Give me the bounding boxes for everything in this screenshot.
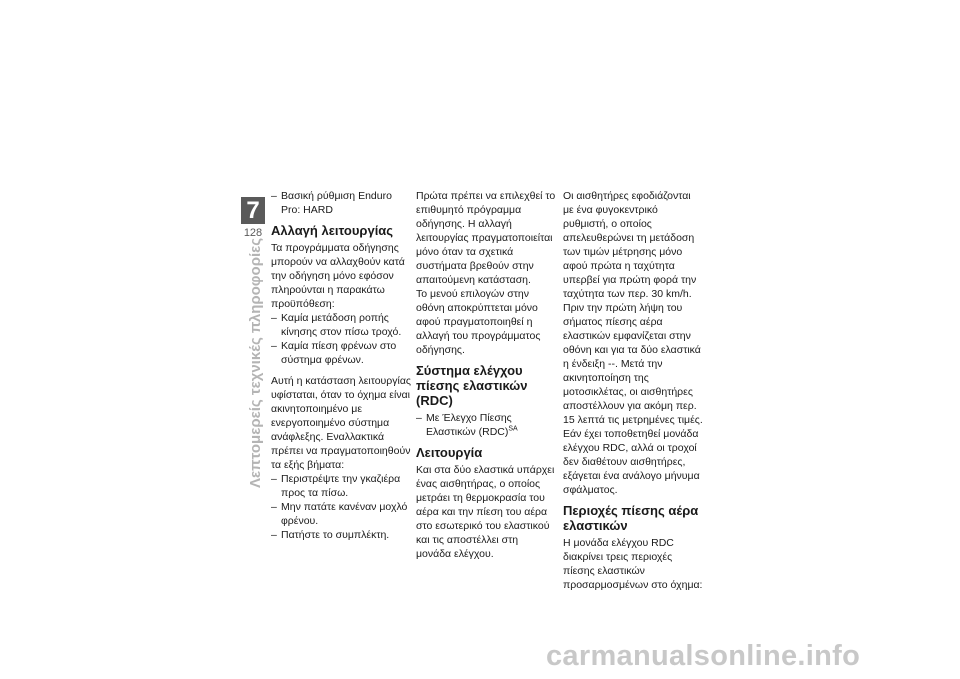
list-item-text: Με Έλεγχο Πίεσης Ελαστικών (RDC) [426, 412, 512, 438]
intro-list [271, 189, 411, 217]
paragraph: Η μονάδα ελέγχου RDC διακρίνει τρεις περιοχές πίεσης ελαστικών προσαρμοσμένων στο όχημα: [563, 537, 703, 591]
section-heading-rdc: Σύστημα ελέγχου πίεσης ελαστικών (RDC) [416, 363, 528, 408]
list-item [416, 411, 556, 439]
chapter-side-label: Λεπτομερείς τεχνικές πληροφορίες [247, 237, 264, 488]
steps-list [271, 472, 411, 542]
chapter-number-badge: 7 [241, 197, 265, 224]
list-item: – Περιστρέψτε την γκαζιέρα προς τα πίσω. [271, 472, 411, 500]
section-heading-pressure-ranges: Περιοχές πίεσης αέρα ελαστικών [563, 503, 699, 533]
section-heading-function: Λειτουργία [416, 445, 483, 460]
list-item: – Πατήστε το συμπλέκτη. [271, 528, 411, 542]
rdc-list [416, 411, 556, 439]
paragraph: Πρώτα πρέπει να επιλεχθεί το επιθυμητό πρόγραμμα οδήγησης. Η αλλαγή λειτουργίας πραγματοποιείται μόνο όταν τα σχετικά συστήματα βρεθούν στην απαιτούμενη κατάσταση. [416, 190, 556, 286]
paragraph: Τα προγράμματα οδήγησης μπορούν να αλλαχθούν κατά την οδήγηση μόνο εφόσον πληρούνται η παρακάτω προϋπόθεση: [271, 242, 405, 310]
conditions-list [271, 311, 411, 367]
text-column-3 [563, 189, 703, 592]
list-item: – Μην πατάτε κανέναν μοχλό φρένου. [271, 500, 411, 528]
text-column-2 [416, 189, 556, 561]
option-superscript: SA [508, 425, 518, 433]
page-number: 128 [243, 227, 263, 239]
list-item: – Βασική ρύθμιση Enduro Pro: HARD [271, 189, 411, 217]
section-heading-mode-change: Αλλαγή λειτουργίας [271, 223, 394, 238]
paragraph: Αυτή η κατάσταση λειτουργίας υφίσταται, όταν το όχημα είναι ακινητοποιημένο με ενεργοποιημένο σύστημα ανάφλεξης. Εναλλακτικά πρέπει να πραγματοποιηθούν τα εξής βήματα: [271, 375, 411, 471]
watermark: carmanualsonline.info [546, 640, 861, 672]
list-item: – Καμία μετάδοση ροπής κίνησης στον πίσω τροχό. [271, 311, 411, 339]
paragraph: Εάν έχει τοποθετηθεί μονάδα ελέγχου RDC, αλλά οι τροχοί δεν διαθέτουν αισθητήρες, εξάγεται ένα ανάλογο μήνυμα σφάλματος. [563, 428, 700, 496]
text-column-1 [271, 189, 411, 542]
paragraph: Και στα δύο ελαστικά υπάρχει ένας αισθητήρας, ο οποίος μετράει τη θερμοκρασία του αέρα και την πίεση του αέρα στο εσωτερικό του ελαστικού και τις αποστέλλει στη μονάδα ελέγχου. [416, 464, 555, 560]
paragraph: Οι αισθητήρες εφοδιάζονται με ένα φυγοκεντρικό ρυθμιστή, ο οποίος απελευθερώνει τη μετάδοση των τιμών μέτρησης μόνο αφού πρώτα η ταχύτητα υπερβεί για πρώτη φορά την ταχύτητα των περ. 30 km/h. Πριν την πρώτη λήψη του σήματος πίεσης αέρα ελαστικών εμφανίζεται στην οθόνη και για τα δύο ελαστικά η ένδειξη --. Μετά την ακινητοποίηση της μοτοσικλέτας, οι αισθητήρες αποστέλλουν για ακόμη περ. 15 λεπτά τις μετρημένες τιμές. [563, 190, 703, 426]
paragraph: Το μενού επιλογών στην οθόνη αποκρύπτεται μόνο αφού πραγματοποιηθεί η αλλαγή του προγράμματος οδήγησης. [416, 288, 541, 356]
list-item: – Καμία πίεση φρένων στο σύστημα φρένων. [271, 339, 411, 367]
